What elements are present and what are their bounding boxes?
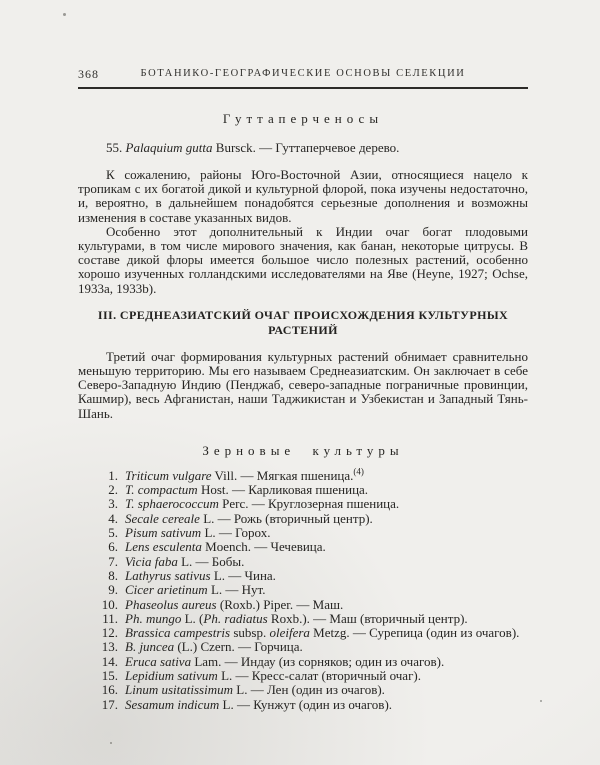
latin-name: Lens esculenta (125, 539, 202, 555)
text-run: L. — Кресс-салат (вторичный очаг). (217, 668, 421, 683)
species-number: 6. (108, 539, 118, 555)
species-list-item (92, 483, 528, 497)
text-run: Vill. — Мягкая пшеница. (211, 467, 354, 483)
text-run: Perc. — Круглозерная пшеница. (218, 496, 400, 512)
text-run: Roxb.). — Маш (вторичный центр). (267, 610, 468, 626)
species-number: 8. (108, 567, 118, 583)
latin-name: Pisum sativum (125, 525, 202, 541)
latin-name: Ph. radiatus (203, 610, 268, 626)
species-name (125, 654, 444, 669)
species-number: 13. (101, 639, 118, 655)
text-run: L. ( (181, 610, 204, 626)
species-list (92, 466, 528, 712)
latin-name: Lepidium sativum (125, 668, 218, 683)
latin-name: Ph. mungo (125, 610, 182, 626)
species-number: 9. (108, 582, 118, 598)
species-list-item (92, 669, 528, 683)
text-run: 55. (106, 140, 126, 155)
subheading-cereal-crops: Зерновые культуры (202, 442, 404, 458)
species-list-item (92, 512, 528, 526)
paragraph-3: Третий очаг формирования культурных растений обнимает сравнительно меньшую территорию. Мы его называем Среднеазиатским. Он заключает в себе Северо-Западную Индию (Пенджаб, северо-западные пограничные провинции, Кашмир), весь Афганистан, наши Таджикистан и Узбекистан и Западный Тянь-Шань. (78, 348, 528, 421)
species-name (125, 682, 385, 697)
text-run: L. — Рожь (вторичный центр). (199, 510, 373, 526)
text-run: subsp. (230, 625, 270, 641)
species-number: 4. (108, 510, 118, 526)
species-number: 7. (108, 553, 118, 569)
species-name (125, 539, 326, 554)
text-run: Metzg. — Сурепица (один из очагов). (309, 625, 520, 641)
species-list-item (92, 540, 528, 554)
species-name (125, 511, 373, 526)
paragraph-2: Особенно этот дополнительный к Индии очаг богат плодовыми культурами, в том числе мирового значения, как банан, некоторые цитрусы. В составе дикой флоры имеется большое число полезных растений, особенно хорошо изученных голландскими исследователями на Яве (Heyne, 1927; Ochse, 1933a, 1933b). (78, 223, 528, 296)
latin-name: B. juncea (125, 639, 175, 655)
species-number: 14. (101, 653, 118, 669)
species-list-item (92, 612, 528, 626)
latin-name: Phaseolus aureus (125, 596, 217, 612)
text-run: L. — Кунжут (один из очагов). (219, 696, 393, 712)
latin-name: Linum usitatissimum (125, 682, 233, 698)
heading-central-asia-chapter: III. СРЕДНЕАЗИАТСКИЙ ОЧАГ ПРОИСХОЖДЕНИЯ КУЛЬТУРНЫХ РАСТЕНИЙ (97, 307, 509, 337)
species-list-item (92, 698, 528, 712)
latin-name: Lathyrus sativus (125, 567, 211, 583)
species-number: 5. (108, 525, 118, 541)
footnote-ref: (4) (353, 466, 364, 477)
species-number: 17. (101, 696, 118, 712)
species-number: 1. (108, 467, 118, 483)
species-list-item (92, 583, 528, 597)
latin-name: Sesamum indicum (125, 696, 220, 712)
heading-guttapercha: Гуттаперченосы (222, 111, 384, 126)
species-name (125, 597, 343, 612)
text-run: (L.) Czern. — Горчица. (174, 639, 303, 655)
text-run: Moench. — Чечевица. (201, 539, 326, 555)
scan-speck (110, 742, 112, 744)
page-header (78, 68, 528, 82)
latin-name: T. sphaerococcum (125, 496, 219, 512)
species-list-item (92, 640, 528, 654)
species-list-item (92, 683, 528, 697)
species-name (125, 639, 303, 654)
species-name (125, 668, 421, 683)
species-name (125, 611, 468, 626)
species-list-item (92, 626, 528, 640)
species-number: 11. (102, 610, 118, 626)
text-run: L. — Горох. (201, 525, 271, 541)
species-number: 10. (101, 596, 118, 612)
species-name (125, 468, 364, 483)
species-list-item (92, 555, 528, 569)
latin-name: Triticum vulgare (125, 467, 212, 483)
page-number: 368 (78, 67, 99, 81)
text-run: Lam. — Индау (из сорняков; один из очагов). (191, 653, 445, 669)
latin-name: T. compactum (125, 482, 198, 498)
species-number: 16. (101, 682, 118, 698)
species-name (125, 482, 368, 497)
latin-name: Cicer arietinum (125, 582, 208, 598)
species-entry-55 (78, 141, 528, 155)
text-run: L. — Лен (один из очагов). (233, 682, 385, 698)
latin-name: Secale cereale (125, 510, 200, 526)
text-run: (Roxb.) Piper. — Маш. (216, 596, 344, 612)
species-list-item (92, 569, 528, 583)
latin-name: Eruca sativa (125, 653, 192, 669)
header-rule (78, 87, 528, 89)
species-name (125, 554, 244, 569)
species-list-item (92, 466, 528, 483)
species-number: 3. (108, 496, 118, 512)
text-run: Bursck. — Гуттаперчевое дерево. (212, 140, 400, 155)
scan-speck (540, 700, 542, 702)
species-list-item (92, 598, 528, 612)
scan-speck (63, 13, 66, 16)
species-list-item (92, 497, 528, 511)
latin-name: Vicia faba (125, 553, 178, 569)
species-number: 12. (101, 625, 118, 641)
latin-name: Brassica campestris (125, 625, 231, 641)
species-name (125, 525, 270, 540)
latin-name: oleifera (269, 625, 310, 641)
species-name (125, 496, 399, 511)
species-name (125, 697, 392, 712)
species-number: 2. (108, 482, 118, 498)
text-run: L. — Бобы. (177, 553, 245, 569)
species-name (125, 625, 519, 640)
text-run: L. — Чина. (210, 567, 276, 583)
latin-name: Palaquium gutta (125, 140, 213, 155)
text-run: Host. — Карликовая пшеница. (197, 482, 369, 498)
text-run: L. — Нут. (207, 582, 266, 598)
species-name (125, 582, 265, 597)
species-list-item (92, 526, 528, 540)
species-number: 15. (101, 668, 118, 683)
species-name (125, 568, 276, 583)
running-head-title: БОТАНИКО-ГЕОГРАФИЧЕСКИЕ ОСНОВЫ СЕЛЕКЦИИ (140, 68, 466, 79)
paragraph-1: К сожалению, районы Юго-Восточной Азии, относящиеся нацело к тропикам с их богатой дикой и культурной флорой, пока изучены недостаточно, и, вероятно, в дальнейшем понадобятся серьезные дополнения и возможны изменения в составе указанных видов. (78, 167, 528, 225)
species-list-item (92, 655, 528, 669)
